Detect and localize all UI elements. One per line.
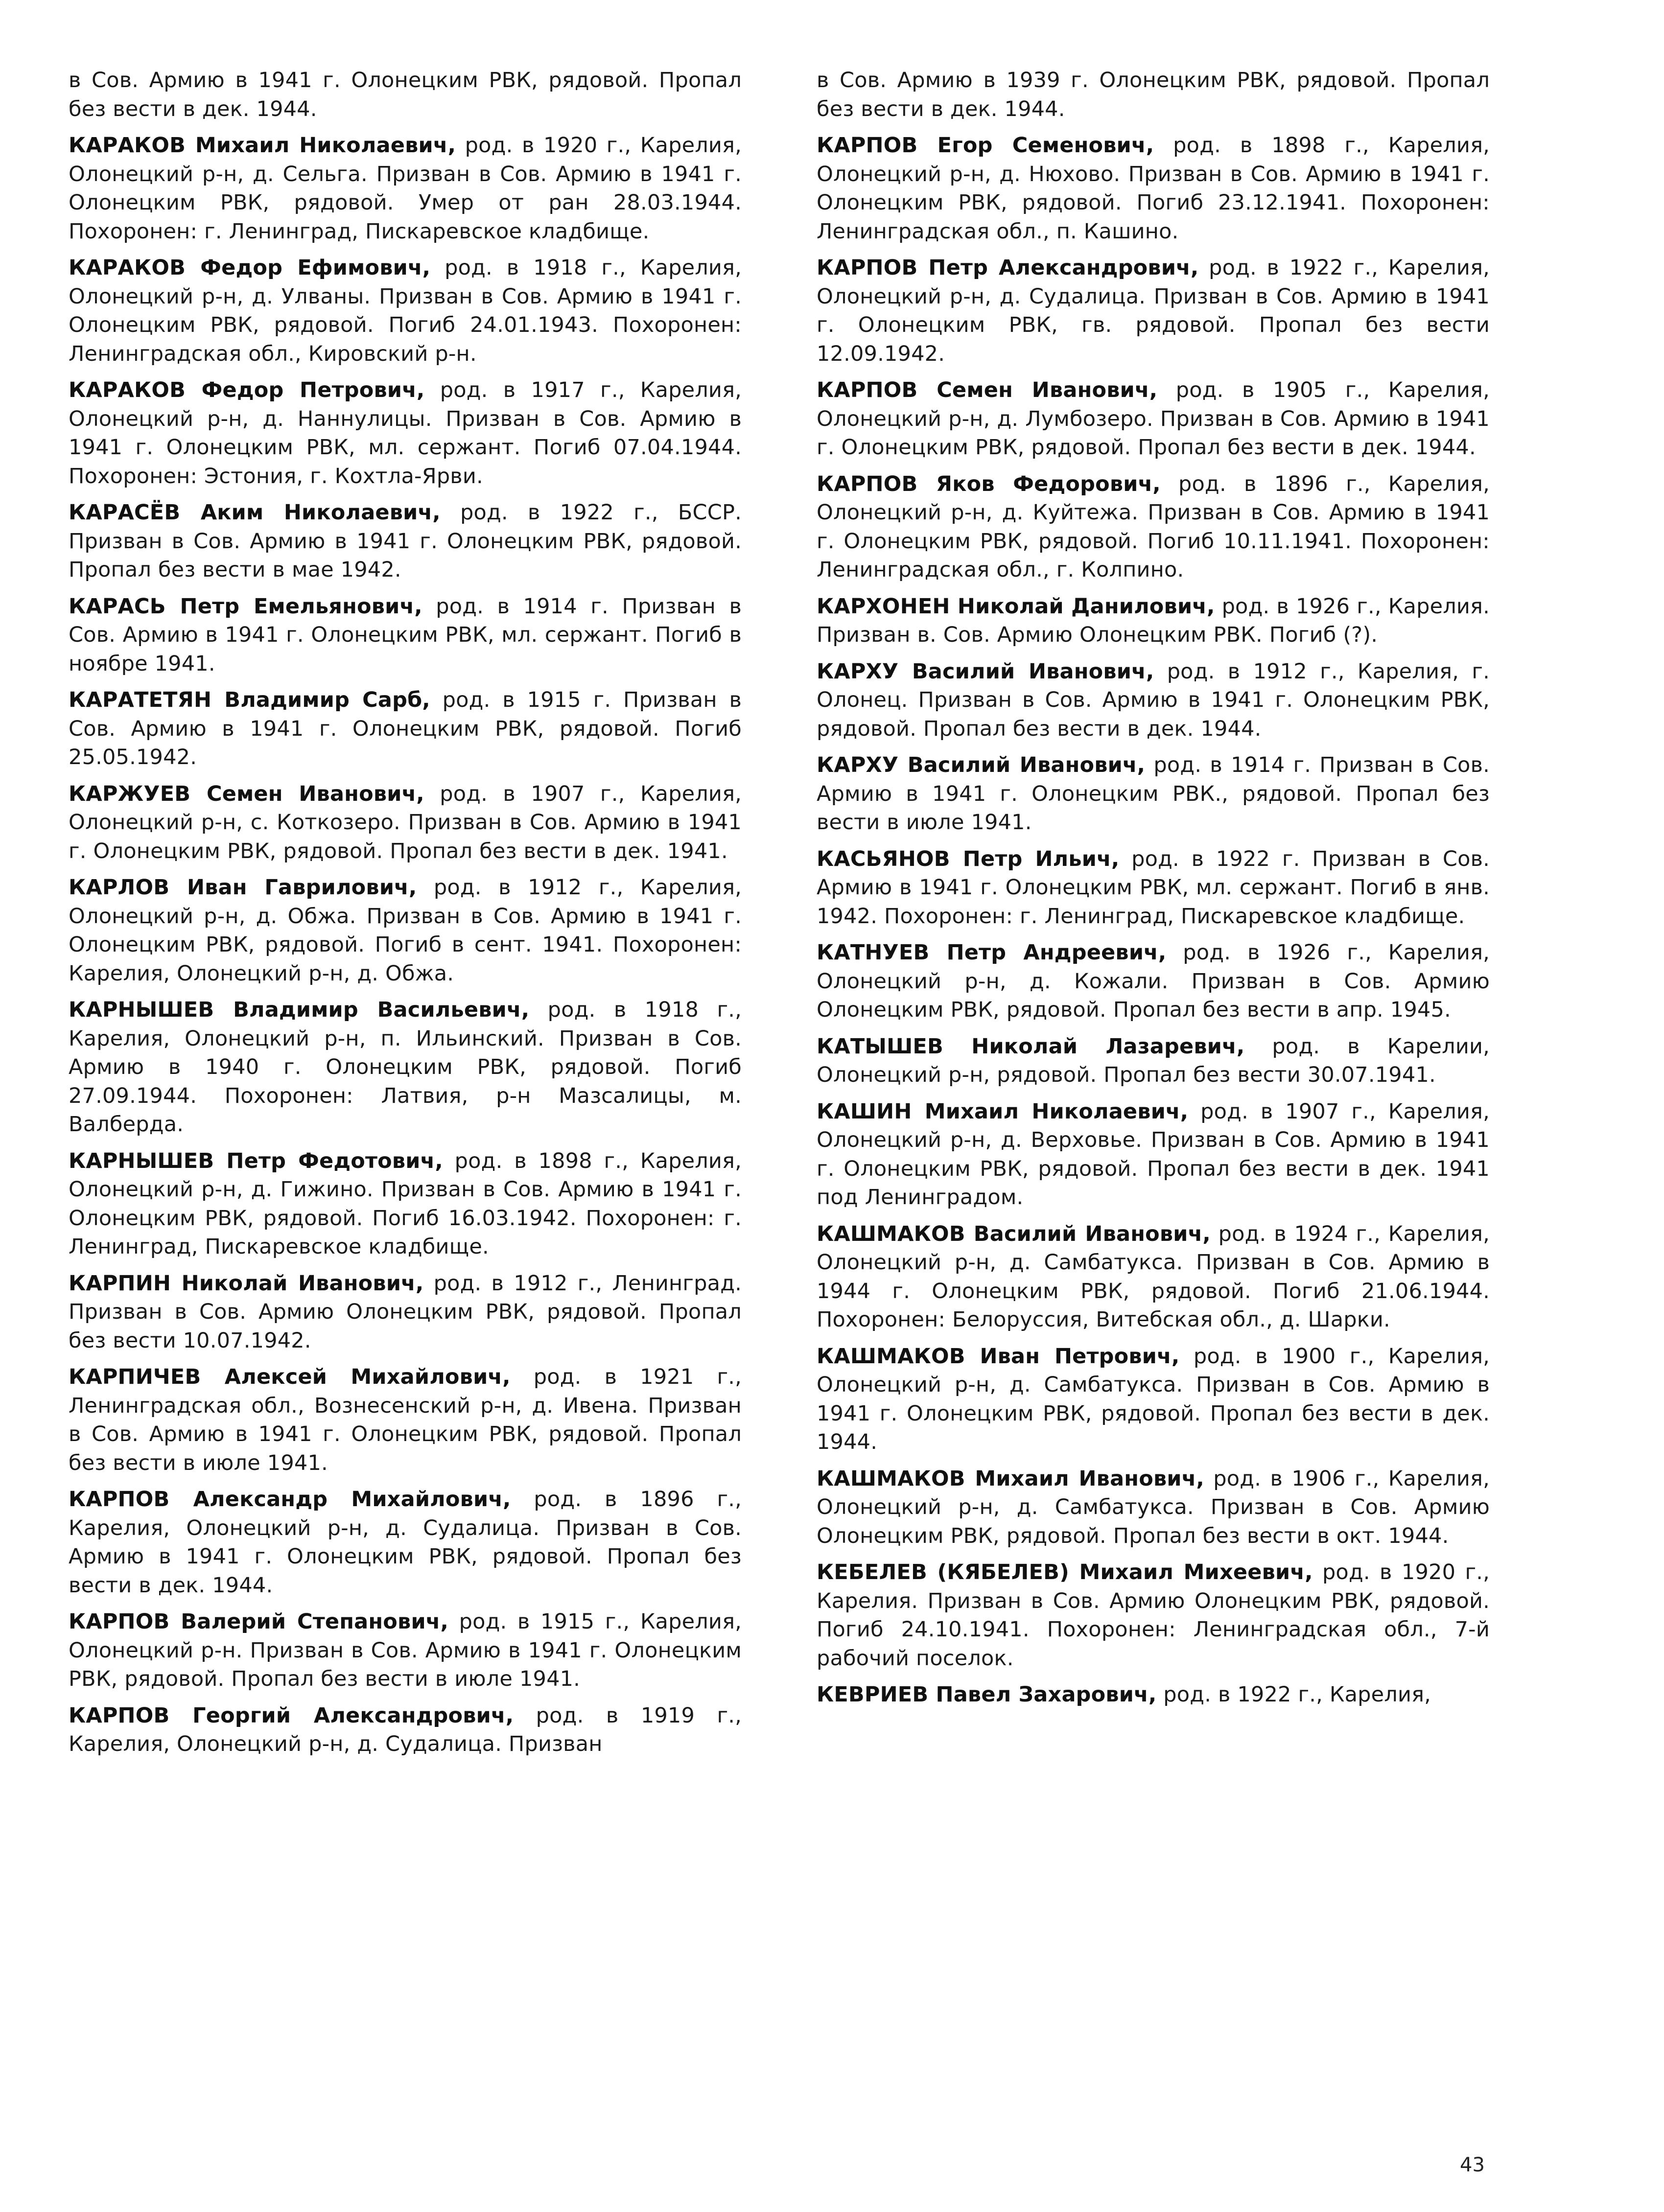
entry [69,1269,742,1355]
entry [69,254,742,368]
entry [817,1097,1490,1212]
entry-name: КАРХОНЕН Николай Данилович, [817,594,1215,619]
entry [817,376,1490,462]
entry [69,1363,742,1477]
entry-text: род. в 1919 г., Карелия, Олонецкий р-н, д. Судалица. Призван [69,1703,742,1756]
entry [69,686,742,772]
entry-name: КАРПОВ Семен Иванович, [817,378,1158,402]
entry [817,254,1490,368]
entry-name: КАРПОВ Яков Федорович, [817,471,1161,496]
entry-text: род. в 1914 г. Призван в Сов. Армию в 1941 г. Олонецким РВК., рядовой. Пропал без вести в июле 1941. [817,753,1490,835]
entry-text: род. в 1920 г., Карелия. Призван в Сов. Армию Олонецким РВК, рядовой. Погиб 24.10.1941. Похоронен: Ленинградская обл., 7-й рабочий поселок. [817,1560,1490,1671]
entry [817,1220,1490,1334]
entry-text: род. в 1905 г., Карелия, Олонецкий р-н, д. Лумбозеро. Призван в Сов. Армию в 1941 г. Олонецким РВК, рядовой. Пропал без вести в дек. 1944. [817,378,1490,460]
entry [69,131,742,246]
entry-name: КАРЖУЕВ Семен Иванович, [69,781,424,806]
entry-text: род. в 1896 г., Карелия, Олонецкий р-н, д. Судалица. Призван в Сов. Армию в 1941 г. Олонецким РВК, рядовой. Пропал без вести в дек. 1944. [69,1487,742,1598]
entry [817,938,1490,1025]
entry-name: КЕБЕЛЕВ (КЯБЕЛЕВ) Михаил Михеевич, [817,1560,1313,1584]
entry-text: род. в 1915 г. Призван в Сов. Армию в 1941 г. Олонецким РВК, рядовой. Погиб 25.05.1942. [69,688,742,769]
entry-name: КАРАСЬ Петр Емельянович, [69,594,422,619]
entry-name: КАРАКОВ Михаил Николаевич, [69,133,456,158]
entry-name: КАРПИН Николай Иванович, [69,1271,424,1296]
entry-text: род. в 1896 г., Карелия, Олонецкий р-н, д. Куйтежа. Призван в Сов. Армию в 1941 г. Олонецким РВК, рядовой. Погиб 10.11.1941. Похоронен: Ленинградская обл., г. Колпино. [817,471,1490,582]
entry-name: КАРЛОВ Иван Гаврилович, [69,875,417,900]
entry [817,1032,1490,1090]
entry-name: КАШМАКОВ Иван Петрович, [817,1344,1180,1369]
entry-name: КАРПОВ Петр Александрович, [817,256,1199,280]
entry-text: род. в 1920 г., Карелия, Олонецкий р-н, д. Сельга. Призван в Сов. Армию в 1941 г. Олонецким РВК, рядовой. Умер от ран 28.03.1944. Похоронен: г. Ленинград, Пискаревское кладбище. [69,133,742,244]
entry [69,66,742,123]
entry-name: КАШМАКОВ Василий Иванович, [817,1221,1211,1246]
entry [69,1485,742,1600]
entry [817,1465,1490,1551]
entry-name: КАРПИЧЕВ Алексей Михайлович, [69,1365,511,1389]
entry-name: КАРПОВ Александр Михайлович, [69,1487,511,1512]
entry-text: род. в 1912 г., Карелия, Олонецкий р-н, д. Обжа. Призван в Сов. Армию в 1941 г. Олонецким РВК, рядовой. Погиб в сент. 1941. Похоронен: Карелия, Олонецкий р-н, д. Обжа. [69,875,742,986]
entry-name: КАРАКОВ Федор Петрович, [69,378,425,402]
entry-text: род. в 1918 г., Карелия, Олонецкий р-н, п. Ильинский. Призван в Сов. Армию в 1940 г. Олонецким РВК, рядовой. Погиб 27.09.1944. Похоронен: Латвия, р-н Мазсалицы, м. Валберда. [69,998,742,1137]
entry [69,376,742,490]
entry-name: КАРПОВ Валерий Степанович, [69,1609,449,1634]
entry-text: род. в 1912 г., Ленинград. Призван в Сов. Армию Олонецким РВК, рядовой. Пропал без вести 10.07.1942. [69,1271,742,1353]
entry-text: род. в 1912 г., Карелия, г. Олонец. Призван в Сов. Армию в 1941 г. Олонецким РВК, рядовой. Пропал без вести в дек. 1944. [817,659,1490,741]
entry-text: род. в 1922 г., БССР. Призван в Сов. Армию в 1941 г. Олонецким РВК, рядовой. Пропал без вести в мае 1942. [69,500,742,582]
entry-name: КАРАСЁВ Аким Николаевич, [69,500,441,525]
entry [817,751,1490,837]
entry-name: КАТЫШЕВ Николай Лазаревич, [817,1034,1245,1059]
entry-text: род. в 1924 г., Карелия, Олонецкий р-н, д. Самбатукса. Призван в Сов. Армию в 1944 г. Олонецким РВК, рядовой. Погиб 21.06.1944. Похоронен: Белоруссия, Витебская обл., д. Шарки. [817,1221,1490,1332]
entry-text: род. в 1922 г., Карелия, Олонецкий р-н, д. Судалица. Призван в Сов. Армию в 1941 г. Олонецким РВК, гв. рядовой. Пропал без вести 12.09.1942. [817,256,1490,366]
entry-name: КАРПОВ Егор Семенович, [817,133,1154,158]
entry-text: род. в 1907 г., Карелия, Олонецкий р-н, д. Верховье. Призван в Сов. Армию в 1941 г. Олонецким РВК, рядовой. Пропал без вести в дек. 1941 под Ленинградом. [817,1099,1490,1210]
entry-name: КАРНЫШЕВ Владимир Васильевич, [69,998,530,1022]
entry-text: род. в 1900 г., Карелия, Олонецкий р-н, д. Самбатукса. Призван в Сов. Армию в 1941 г. Олонецким РВК, рядовой. Пропал без вести в дек. 1944. [817,1344,1490,1454]
entry-text: род. в Карелии, Олонецкий р-н, рядовой. Пропал без вести 30.07.1941. [817,1034,1490,1087]
entry [69,780,742,866]
entry-text: род. в 1918 г., Карелия, Олонецкий р-н, д. Улваны. Призван в Сов. Армию в 1941 г. Олонецким РВК, рядовой. Погиб 24.01.1943. Похоронен: Ленинградская обл., Кировский р-н. [69,256,742,366]
entry [817,66,1490,123]
right-column [817,66,1490,1717]
entry-name: КАРАКОВ Федор Ефимович, [69,256,431,280]
entry [817,1680,1490,1709]
entry-text: род. в 1914 г. Призван в Сов. Армию в 1941 г. Олонецким РВК, мл. сержант. Погиб в ноябре 1941. [69,594,742,676]
entry [69,996,742,1139]
entry-text: род. в 1917 г., Карелия, Олонецкий р-н, д. Наннулицы. Призван в Сов. Армию в 1941 г. Олонецким РВК, мл. сержант. Погиб 07.04.1944. Похоронен: Эстония, г. Кохтла-Ярви. [69,378,742,489]
left-column [69,66,742,1767]
entry-text: род. в 1907 г., Карелия, Олонецкий р-н, с. Коткозеро. Призван в Сов. Армию в 1941 г. Олонецким РВК, рядовой. Пропал без вести в дек. 1941. [69,781,742,863]
entry-name: КАРХУ Василий Иванович, [817,753,1146,777]
entry-text: в Сов. Армию в 1941 г. Олонецким РВК, рядовой. Пропал без вести в дек. 1944. [69,68,742,121]
entry [69,1701,742,1759]
entry-text: род. в 1898 г., Карелия, Олонецкий р-н, д. Нюхово. Призван в Сов. Армию в 1941 г. Олонецким РВК, рядовой. Погиб 23.12.1941. Похоронен: Ленинградская обл., п. Кашино. [817,133,1490,244]
entry-text: род. в 1898 г., Карелия, Олонецкий р-н, д. Гижино. Призван в Сов. Армию в 1941 г. Олонецким РВК, рядовой. Погиб 16.03.1942. Похоронен: г. Ленинград, Пискаревское кладбище. [69,1148,742,1259]
entry-text: род. в 1922 г. Призван в Сов. Армию в 1941 г. Олонецким РВК, мл. сержант. Погиб в янв. 1942. Похоронен: г. Ленинград, Пискаревское кладбище. [817,846,1490,929]
entry [817,131,1490,246]
entry [69,498,742,584]
entry [817,1558,1490,1673]
entry-name: КАСЬЯНОВ Петр Ильич, [817,846,1120,871]
entry [69,1147,742,1261]
entry-name: КАШМАКОВ Михаил Иванович, [817,1466,1204,1491]
entry [817,1342,1490,1457]
entry-name: КАРАТЕТЯН Владимир Сарб, [69,688,430,712]
entry [69,873,742,988]
entry-name: КАРХУ Василий Иванович, [817,659,1154,684]
entry-name: КАШИН Михаил Николаевич, [817,1099,1189,1124]
entry [69,592,742,678]
entry [817,845,1490,931]
entry-text: род. в 1906 г., Карелия, Олонецкий р-н, д. Самбатукса. Призван в Сов. Армию Олонецким РВК, рядовой. Пропал без вести в окт. 1944. [817,1466,1490,1548]
entry-text: род. в 1921 г., Ленинградская обл., Вознесенский р-н, д. Ивена. Призван в Сов. Армию в 1941 г. Олонецким РВК, рядовой. Пропал без вести в июле 1941. [69,1365,742,1475]
entry-name: КАРПОВ Георгий Александрович, [69,1703,514,1728]
entry [817,592,1490,650]
entry-text: род. в 1915 г., Карелия, Олонецкий р-н. Призван в Сов. Армию в 1941 г. Олонецким РВК, рядовой. Пропал без вести в июле 1941. [69,1609,742,1691]
entry-text: род. в 1926 г., Карелия. Призван в. Сов. Армию Олонецким РВК. Погиб (?). [817,594,1490,647]
entry-name: КАРНЫШЕВ Петр Федотович, [69,1148,443,1173]
entry [817,470,1490,584]
entry [817,657,1490,744]
page-number: 43 [1460,2154,1485,2176]
entry [69,1607,742,1694]
entry-text: в Сов. Армию в 1939 г. Олонецким РВК, рядовой. Пропал без вести в дек. 1944. [817,68,1490,121]
entry-name: КЕВРИЕВ Павел Захарович, [817,1682,1157,1707]
entry-text: род. в 1926 г., Карелия, Олонецкий р-н, д. Кожали. Призван в Сов. Армию Олонецким РВК, рядовой. Пропал без вести в апр. 1945. [817,940,1490,1022]
entry-name: КАТНУЕВ Петр Андреевич, [817,940,1167,965]
entry-text: род. в 1922 г., Карелия, [1156,1682,1431,1707]
